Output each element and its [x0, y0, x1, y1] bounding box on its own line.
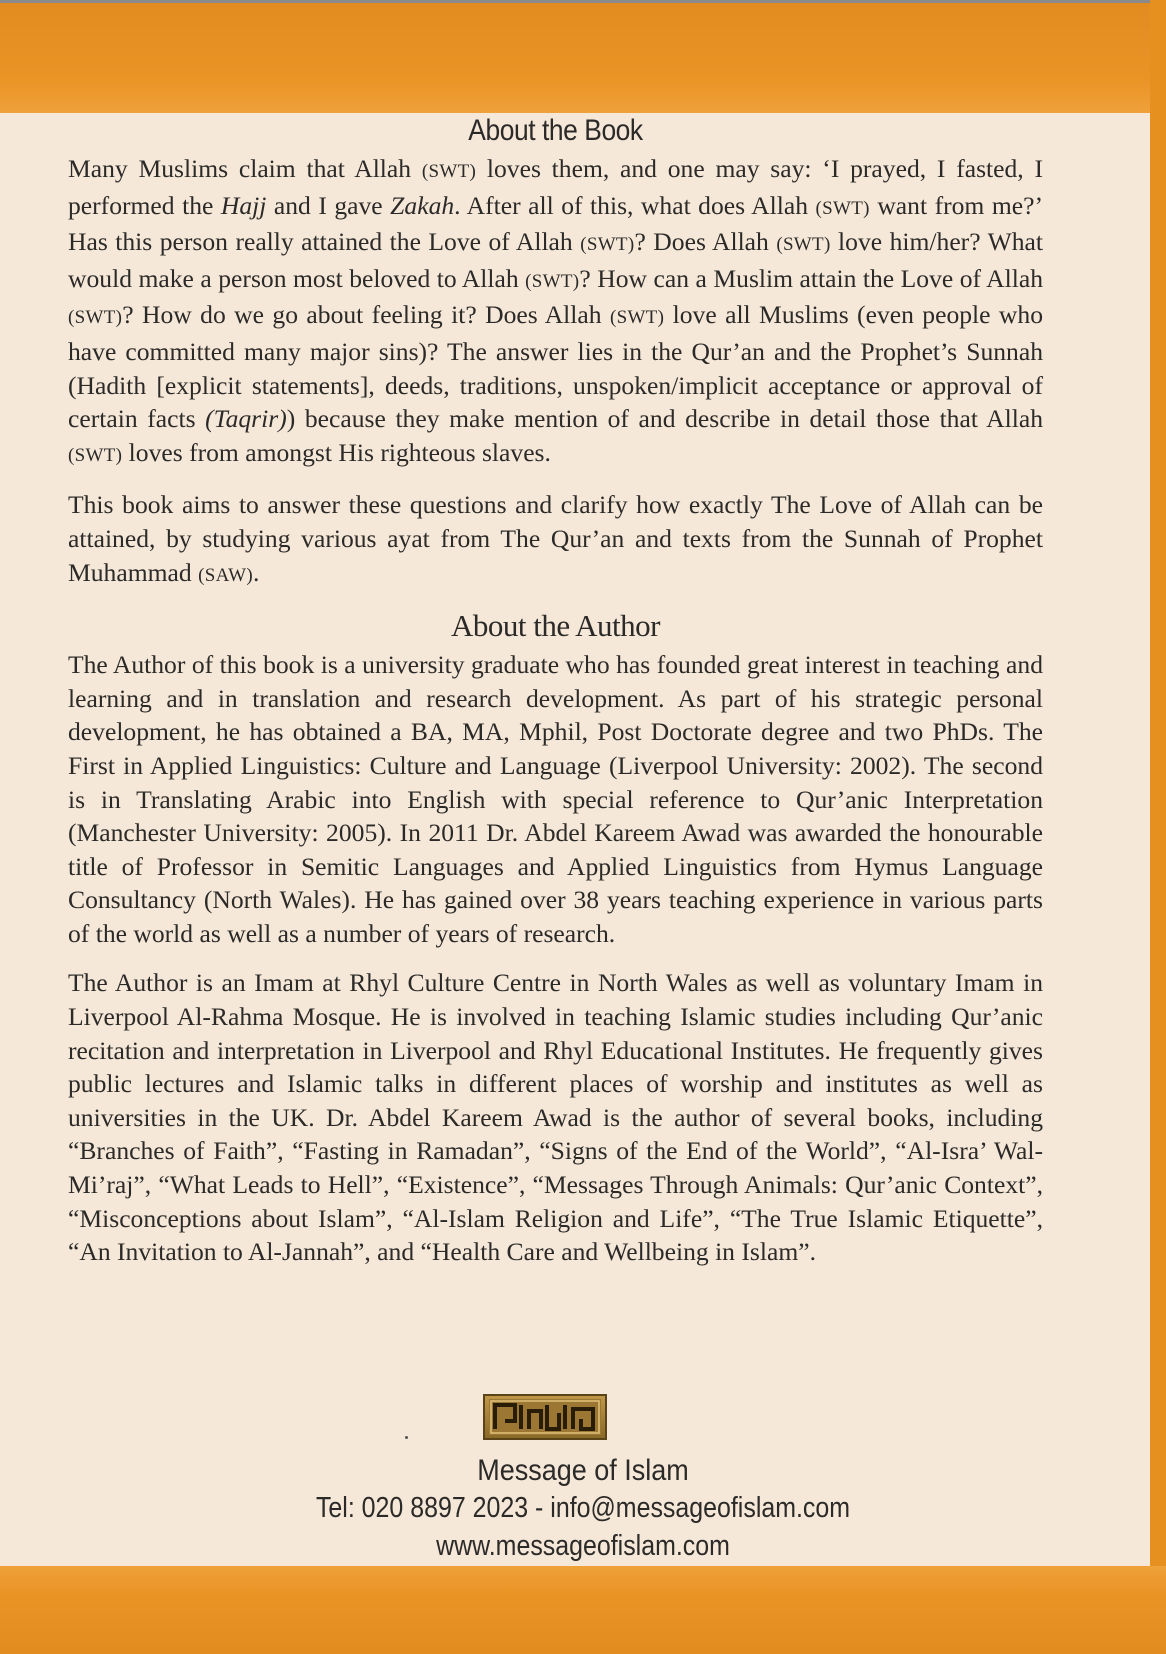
honorific-abbr: (SWT) [421, 161, 477, 182]
text-run: . After all of this, what does Allah [454, 190, 816, 220]
about-author-paragraph-2: The Author is an Imam at Rhyl Culture Centre in North Wales as well as voluntary Imam in Liverpool Al-Rahma Mosque. He is involved in teaching Islamic studies including Qur’anic recitation and interpretation in Liverpool and Rhyl Educational Institutes. He frequently gives public lectures and Islamic talks in different places of worship and institutes as well as universities in the UK. Dr. Abdel Kareem Awad is the author of several books, including “Branches of Faith”, “Fasting in Ramadan”, “Signs of the End of the World”, “Al-Isra’ Wal-Mi’raj”, “What Leads to Hell”, “Existence”, “Messages Through Animals: Qur’anic Context”, “Misconceptions about Islam”, “Al-Islam Religion and Life”, “The True Islamic Etiquette”, “An Invitation to Al-Jannah”, and “Health Care and Wellbeing in Islam”. [68, 968, 1043, 1267]
about-book-paragraph-2 [68, 488, 1043, 592]
honorific-abbr: (SWT) [580, 234, 635, 256]
publisher-website: www.messageofislam.com [436, 1530, 730, 1562]
bottom-orange-band [0, 1566, 1166, 1654]
honorific-abbr: (SWT) [68, 444, 123, 466]
about-author-paragraph-1: The Author of this book is a university graduate who has founded great interest in teaching and learning and in translation and research development. As part of his strategic personal development, he has obtained a BA, MA, Mphil, Post Doctorate degree and two PhDs. The First in Applied Linguistics: Culture and Language (Liverpool University: 2002). The second is in Translating Arabic into English with special reference to Qur’anic Interpretation (Manchester University: 2005). In 2011 Dr. Abdel Kareem Awad was awarded the honourable title of Professor in Semitic Languages and Applied Linguistics from Hymus Language Consultancy (North Wales). He has gained over 38 years teaching experience in various parts of the world as well as a number of years of research. [68, 650, 1043, 948]
honorific-abbr: (SWT) [815, 197, 870, 219]
text-run: This book aims to answer these questions and clarify how exactly The Love of Allah can be attained, by studying various ayat from The Qur’an and texts from the Sunnah of Prophet Muhammad [68, 490, 1043, 587]
kufic-logo-icon [483, 1394, 607, 1440]
honorific-abbr: (SAW) [198, 564, 253, 586]
cover-text [68, 108, 1043, 1285]
publisher-contact: Tel: 020 8897 2023 - info@messageofislam.com [315, 1492, 851, 1524]
publisher-logo [483, 1394, 613, 1444]
honorific-abbr: (SWT) [525, 270, 580, 292]
honorific-abbr: (SWT) [776, 234, 831, 256]
italic-term: Zakah [390, 190, 455, 220]
about-author-heading: About the Author [451, 608, 660, 644]
text-run: want from me?’ Has this person really attained the Love of Allah [68, 190, 1043, 257]
text-run: and I gave [266, 190, 391, 220]
text-run: ? How can a Muslim attain the Love of Allah [579, 263, 1043, 293]
text-run: Many Muslims claim that Allah [68, 154, 422, 183]
italic-term: Hajj [220, 190, 267, 220]
text-run: ? Does Allah [634, 227, 777, 257]
text-run: loves from amongst His righteous slaves. [122, 437, 551, 467]
text-run: ? How do we go about feeling it? Does Allah [122, 300, 610, 330]
about-book-paragraph-1 [68, 152, 1043, 472]
right-orange-edge [1150, 0, 1166, 1654]
text-run: love all Muslims (even people who have committed many major sins)? The answer lies in the Qur’an and the Prophet’s Sunnah (Hadith [explicit statements], deeds, traditions, unspoken/implicit acceptance or approval of certain facts [68, 300, 1043, 434]
text-run: ) because they make mention of and describe in detail those that Allah [286, 404, 1044, 434]
honorific-abbr: (SWT) [609, 307, 665, 329]
honorific-abbr: (SWT) [68, 307, 123, 329]
about-book-heading: About the Book [468, 114, 643, 147]
text-run: loves them, and one may say: ‘I prayed, I fasted, I performed the [68, 154, 1044, 220]
text-run: love him/her? What would make a person most beloved to Allah [68, 227, 1043, 293]
top-orange-band [0, 0, 1166, 113]
publisher-name: Message of Islam [477, 1454, 689, 1487]
speck [405, 1436, 408, 1439]
italic-term: (Taqrir) [205, 404, 287, 434]
text-run: . [252, 557, 260, 587]
